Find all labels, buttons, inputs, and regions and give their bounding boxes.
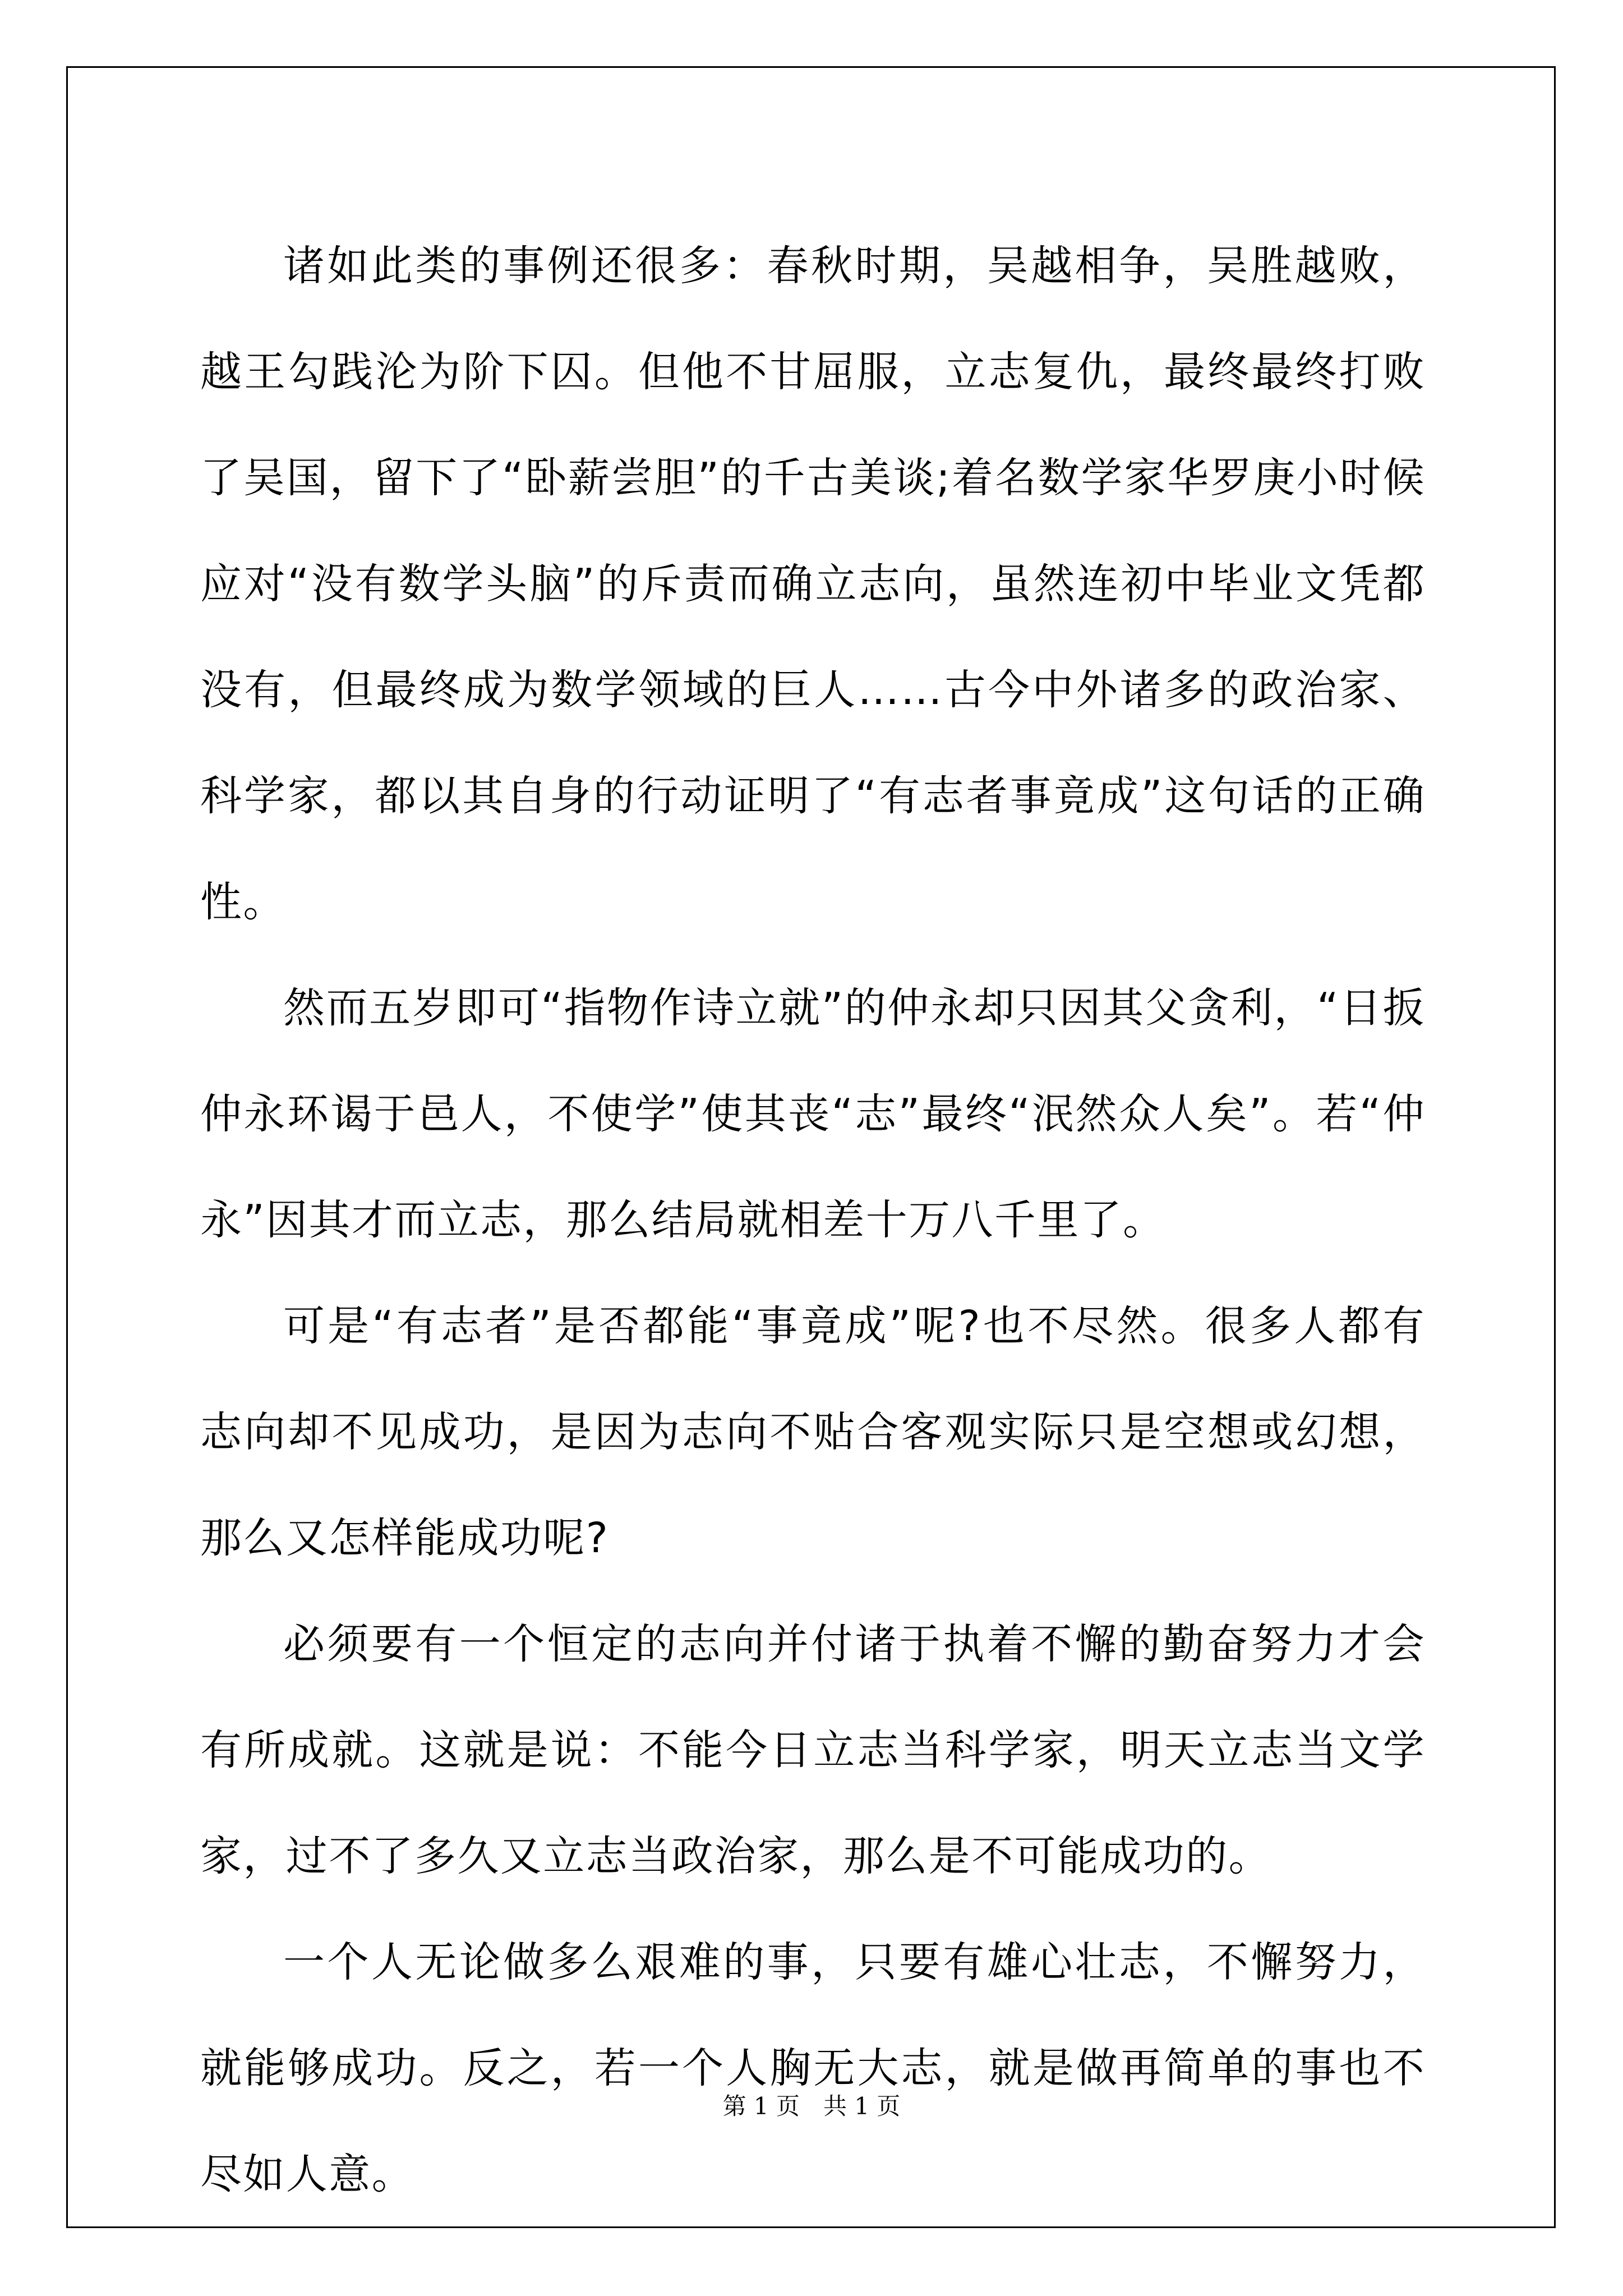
paragraph-4: 必须要有一个恒定的志向并付诸于执着不懈的勤奋努力才会有所成就。这就是说：不能今日立志当科学家，明天立志当文学家，过不了多久又立志当政治家，那么是不可能成功的。: [200, 1620, 1426, 1880]
paragraph-2: 然而五岁即可“指物作诗立就”的仲永却只因其父贪利，“日扳仲永环谒于邑人，不使学”使其丧“志”最终“泯然众人矣”。若“仲永”因其才而立志，那么结局就相差十万八千里了。: [200, 984, 1426, 1244]
page-number-footer: 第 1 页 共 1 页: [722, 2092, 901, 2120]
paragraph-3: 可是“有志者”是否都能“事竟成”呢?也不尽然。很多人都有志向却不见成功，是因为志向不贴合客观实际只是空想或幻想，那么又怎样能成功呢?: [200, 1302, 1426, 1562]
document-body: [200, 213, 1426, 2228]
paragraph-5: 一个人无论做多么艰难的事，只要有雄心壮志，不懈努力，就能够成功。反之，若一个人胸无大志，就是做再简单的事也不尽如人意。: [200, 1938, 1426, 2198]
paragraph-1: 诸如此类的事例还很多：春秋时期，吴越相争，吴胜越败，越王勾践沦为阶下囚。但他不甘屈服，立志复仇，最终最终打败了吴国，留下了“卧薪尝胆”的千古美谈;着名数学家华罗庚小时候应对“没有数学头脑”的斥责而确立志向，虽然连初中毕业文凭都没有，但最终成为数学领域的巨人……古今中外诸多的政治家、科学家，都以其自身的行动证明了“有志者事竟成”这句话的正确性。: [200, 242, 1426, 926]
